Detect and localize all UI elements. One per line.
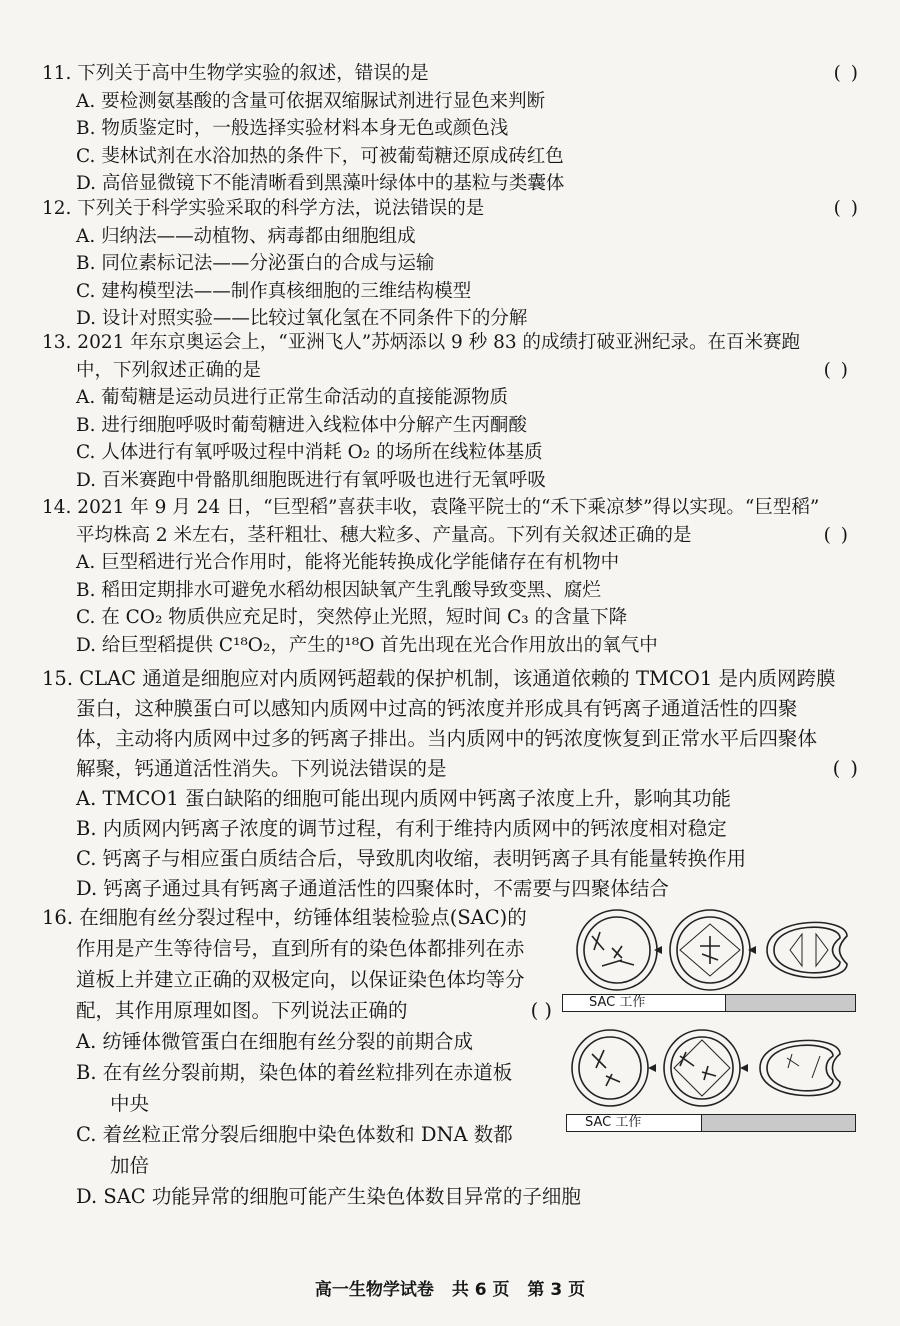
sac-figure — [562, 906, 862, 1141]
answer-bracket: ( ) — [833, 63, 860, 84]
option-c: C. 人体进行有氧呼吸过程中消耗 O₂ 的场所在线粒体基质 — [76, 442, 543, 463]
question-12 — [42, 195, 860, 333]
question-14 — [42, 494, 860, 659]
option-d: D. 给巨型稻提供 C¹⁸O₂，产生的¹⁸O 首先出现在光合作用放出的氧气中 — [76, 634, 658, 656]
sac-off-segment — [701, 1115, 855, 1131]
question-stem: 13. 2021 年东京奥运会上，“亚洲飞人”苏炳添以 9 秒 83 的成绩打破亚洲纪录。在百米赛跑 — [42, 332, 801, 353]
option-c-cont: 加倍 — [110, 1154, 150, 1177]
total-pages: 共 6 页 — [451, 1280, 510, 1300]
question-stem-cont: 中，下列叙述正确的是 — [76, 359, 262, 381]
option-a: A. 葡萄糖是运动员进行正常生命活动的直接能源物质 — [76, 387, 509, 408]
option-c: C. 在 CO₂ 物质供应充足时，突然停止光照，短时间 C₃ 的含量下降 — [76, 607, 628, 628]
question-stem-cont: 配，其作用原理如图。下列说法正确的 — [76, 999, 408, 1022]
question-16 — [42, 902, 581, 1212]
option-d: D. 百米赛跑中骨骼肌细胞既进行有氧呼吸也进行无氧呼吸 — [76, 469, 546, 491]
option-d: D. 钙离子通过具有钙离子通道活性的四聚体时，不需要与四聚体结合 — [76, 877, 669, 900]
question-stem: 15. CLAC 通道是细胞应对内质网钙超载的保护机制，该通道依赖的 TMCO1 是内质网跨膜 — [42, 667, 836, 690]
sac-label: SAC 工作 — [585, 1115, 642, 1130]
question-11 — [42, 60, 860, 198]
sac-timeline-bar-1 — [562, 994, 856, 1012]
mitosis-diagram — [562, 906, 862, 1141]
option-d: D. 高倍显微镜下不能清晰看到黑藻叶绿体中的基粒与类囊体 — [76, 173, 565, 194]
question-15 — [42, 664, 860, 904]
option-b: B. 在有丝分裂前期，染色体的着丝粒排列在赤道板 — [76, 1061, 513, 1084]
option-b-cont: 中央 — [110, 1092, 150, 1115]
answer-bracket: ( ) — [833, 198, 860, 219]
question-13 — [42, 329, 860, 494]
question-stem: 12. 下列关于科学实验采取的科学方法，说法错误的是 — [42, 198, 485, 219]
option-b: B. 稻田定期排水可避免水稻幼根因缺氧产生乳酸导致变黑、腐烂 — [76, 579, 601, 601]
question-stem-cont: 体，主动将内质网中过多的钙离子排出。当内质网中的钙浓度恢复到正常水平后四聚体 — [76, 727, 818, 750]
sac-timeline-bar-2 — [566, 1114, 856, 1132]
paper-title: 高一生物学试卷 — [314, 1280, 434, 1300]
answer-bracket: ( ) — [823, 524, 850, 546]
option-b: B. 物质鉴定时，一般选择实验材料本身无色或颜色浅 — [76, 118, 509, 139]
answer-bracket: ( ) — [823, 359, 850, 381]
question-stem: 14. 2021 年 9 月 24 日，“巨型稻”喜获丰收，袁隆平院士的“禾下乘凉梦”得以实现。“巨型稻” — [42, 497, 820, 518]
page-number: 第 3 页 — [527, 1280, 586, 1300]
question-stem: 16. 在细胞有丝分裂过程中，纺锤体组装检验点(SAC)的 — [42, 906, 527, 929]
answer-bracket: ( ) — [832, 757, 860, 780]
option-a: A. TMCO1 蛋白缺陷的细胞可能出现内质网中钙离子浓度上升，影响其功能 — [76, 787, 731, 810]
option-a: A. 巨型稻进行光合作用时，能将光能转换成化学能储存在有机物中 — [76, 552, 620, 573]
sac-off-segment — [725, 995, 855, 1011]
question-stem-cont: 作用是产生等待信号，直到所有的染色体都排列在赤 — [76, 937, 525, 960]
option-c: C. 斐林试剂在水浴加热的条件下，可被葡萄糖还原成砖红色 — [76, 145, 564, 167]
question-stem-cont: 解聚，钙通道活性消失。下列说法错误的是 — [76, 757, 447, 780]
question-stem: 11. 下列关于高中生物学实验的叙述，错误的是 — [42, 63, 429, 84]
option-c: C. 建构模型法——制作真核细胞的三维结构模型 — [76, 280, 472, 302]
option-a: A. 要检测氨基酸的含量可依据双缩脲试剂进行显色来判断 — [76, 90, 546, 112]
sac-label: SAC 工作 — [589, 995, 646, 1010]
option-d: D. SAC 功能异常的细胞可能产生染色体数目异常的子细胞 — [76, 1185, 581, 1208]
option-c: C. 着丝粒正常分裂后细胞中染色体数和 DNA 数都 — [76, 1123, 513, 1146]
question-stem-cont: 蛋白，这种膜蛋白可以感知内质网中过高的钙浓度并形成具有钙离子通道活性的四聚 — [76, 697, 798, 720]
option-a: A. 纺锤体微管蛋白在细胞有丝分裂的前期合成 — [76, 1030, 473, 1053]
option-d: D. 设计对照实验——比较过氧化氢在不同条件下的分解 — [76, 308, 528, 329]
option-b: B. 同位素标记法——分泌蛋白的合成与运输 — [76, 253, 435, 274]
option-b: B. 进行细胞呼吸时葡萄糖进入线粒体中分解产生丙酮酸 — [76, 414, 527, 436]
option-a: A. 归纳法——动植物、病毒都由细胞组成 — [76, 225, 416, 247]
question-stem-cont: 道板上并建立正确的双极定向，以保证染色体均等分 — [76, 968, 525, 991]
page-footer — [0, 1275, 900, 1300]
answer-bracket: ( ) — [530, 999, 552, 1022]
option-c: C. 钙离子与相应蛋白质结合后，导致肌肉收缩，表明钙离子具有能量转换作用 — [76, 847, 747, 870]
question-stem-cont: 平均株高 2 米左右，茎秆粗壮、穗大粒多、产量高。下列有关叙述正确的是 — [76, 524, 692, 546]
option-b: B. 内质网内钙离子浓度的调节过程，有利于维持内质网中的钙浓度相对稳定 — [76, 817, 727, 840]
